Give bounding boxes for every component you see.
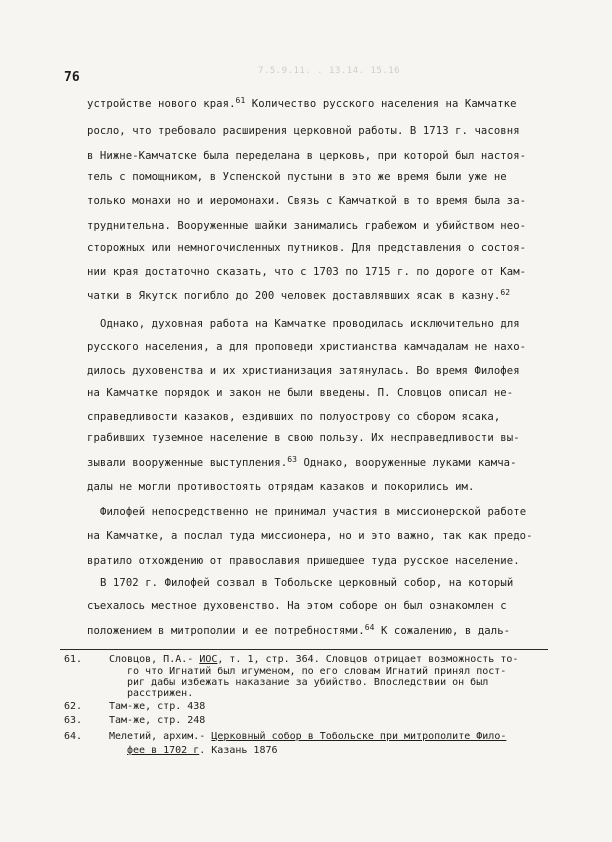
body-line	[100, 577, 513, 589]
body-line-text: нии края достаточно сказать, что с 1703 по 1715 г. по дороге от Кам-	[87, 266, 527, 278]
body-line	[87, 600, 507, 612]
body-line-text: съехалось местное духовенство. На этом соборе он был ознакомлен с	[87, 600, 507, 612]
footnote-reference: 64	[364, 623, 375, 632]
body-line	[100, 318, 520, 330]
footnote-64-author: Мелетий, архим.-	[109, 731, 212, 742]
footnote-64-cont-rest: . Казань 1876	[199, 745, 278, 756]
footnote-separator	[60, 649, 548, 650]
body-line-tail: К сожалению, в даль-	[374, 625, 511, 637]
body-line-text: чатки в Якутск погибло до 200 человек доставлявших ясак в казну.	[87, 290, 501, 302]
body-line-text: Филофей непосредственно не принимал участия в миссионерской работе	[100, 506, 527, 518]
footnote-61-text	[109, 654, 518, 665]
body-line-text: далы не могли противостоять отрядам казаков и покорились им.	[87, 481, 475, 493]
footnote-61-cont-3: расстрижен.	[127, 688, 194, 699]
body-line	[87, 530, 533, 542]
body-line	[87, 481, 474, 493]
ghost-header-text: 7.5.9.11. . 13.14. 15.16	[258, 66, 401, 76]
body-line-text: грабивших туземное население в свою пользу. Их несправедливости вы-	[87, 432, 520, 444]
body-line-text: тель с помощником, в Успенской пустыни в это же время были уже не	[87, 171, 507, 183]
footnote-61-cont-2: риг дабы избежать наказание за убийство. Впоследствии он был	[127, 677, 489, 688]
body-line-text: устройстве нового края.	[87, 98, 236, 110]
body-line-text: положением в митрополии и ее потребностями.	[87, 625, 365, 637]
footnote-64-text	[109, 731, 506, 742]
body-line	[87, 125, 520, 137]
body-line	[87, 387, 513, 399]
body-line	[87, 341, 526, 353]
footnote-64-cont	[127, 745, 278, 756]
body-line	[87, 150, 526, 162]
body-line	[87, 266, 526, 278]
body-line	[87, 290, 510, 302]
body-line-text: труднительна. Вооруженные шайки занимались грабежом и убийством нео-	[87, 220, 527, 232]
body-line-tail: Количество русского населения на Камчатке	[245, 98, 517, 110]
footnote-61-rest: , т. 1, стр. 364. Словцов отрицает возможность то-	[217, 654, 519, 665]
body-line	[87, 98, 517, 110]
body-line-text: вратило отхождению от православия пришедшее туда русское население.	[87, 555, 520, 567]
body-line-text: дилось духовенства и их христианизация затянулась. Во время Филофея	[87, 365, 520, 377]
body-line	[87, 457, 517, 469]
page-number: 76	[64, 70, 80, 85]
body-line-text: В 1702 г. Филофей созвал в Тобольске церковный собор, на который	[100, 577, 514, 589]
body-line-text: на Камчатке, а послал туда миссионера, но и это важно, так как предо-	[87, 530, 533, 542]
body-line	[87, 171, 507, 183]
body-line	[100, 506, 526, 518]
body-line-text: Однако, духовная работа на Камчатке проводилась исключительно для	[100, 318, 520, 330]
body-line	[87, 625, 510, 637]
body-line	[87, 411, 500, 423]
footnote-61-cont-1: го что Игнатий был игуменом, по его словам Игнатий принял пост-	[127, 666, 507, 677]
footnote-64-number: 64.	[64, 731, 83, 742]
body-line-text: на Камчатке порядок и закон не были введены. П. Словцов описал не-	[87, 387, 514, 399]
body-line-text: справедливости казаков, ездивших по полуострову со сбором ясака,	[87, 411, 501, 423]
footnote-reference: 61	[235, 96, 246, 105]
body-line	[87, 220, 526, 232]
footnote-63-text: Там-же, стр. 248	[109, 715, 206, 726]
footnote-64-work: Церковный собор в Тобольске при митрополите Фило-	[211, 731, 507, 742]
body-line	[87, 555, 520, 567]
footnote-61-number: 61.	[64, 654, 83, 665]
body-line	[87, 365, 520, 377]
body-line-text: сторожных или немногочисленных путников. Для представления о состоя-	[87, 242, 527, 254]
footnote-62-text: Там-же, стр. 438	[109, 701, 206, 712]
body-line-tail: Однако, вооруженные луками камча-	[297, 457, 517, 469]
body-line-text: русского населения, а для проповеди христианства камчадалам не нахо-	[87, 341, 527, 353]
footnote-reference: 63	[287, 455, 297, 464]
footnote-61-author: Словцов, П.А.-	[109, 654, 200, 665]
body-line	[87, 195, 526, 207]
body-line	[87, 432, 520, 444]
footnote-61-work: ИОС	[199, 654, 218, 665]
body-line-text: только монахи но и иеромонахи. Связь с Камчаткой в то время была за-	[87, 195, 527, 207]
footnote-62-number: 62.	[64, 701, 83, 712]
body-line-text: зывали вооруженные выступления.	[87, 457, 288, 469]
footnote-64-cont-work: фее в 1702 г	[127, 745, 200, 756]
footnote-reference: 62	[500, 288, 511, 297]
body-line	[87, 242, 526, 254]
body-line-text: росло, что требовало расширения церковной работы. В 1713 г. часовня	[87, 125, 520, 137]
footnote-63-number: 63.	[64, 715, 83, 726]
body-line-text: в Нижне-Камчатске была переделана в церковь, при которой был настоя-	[87, 150, 527, 162]
